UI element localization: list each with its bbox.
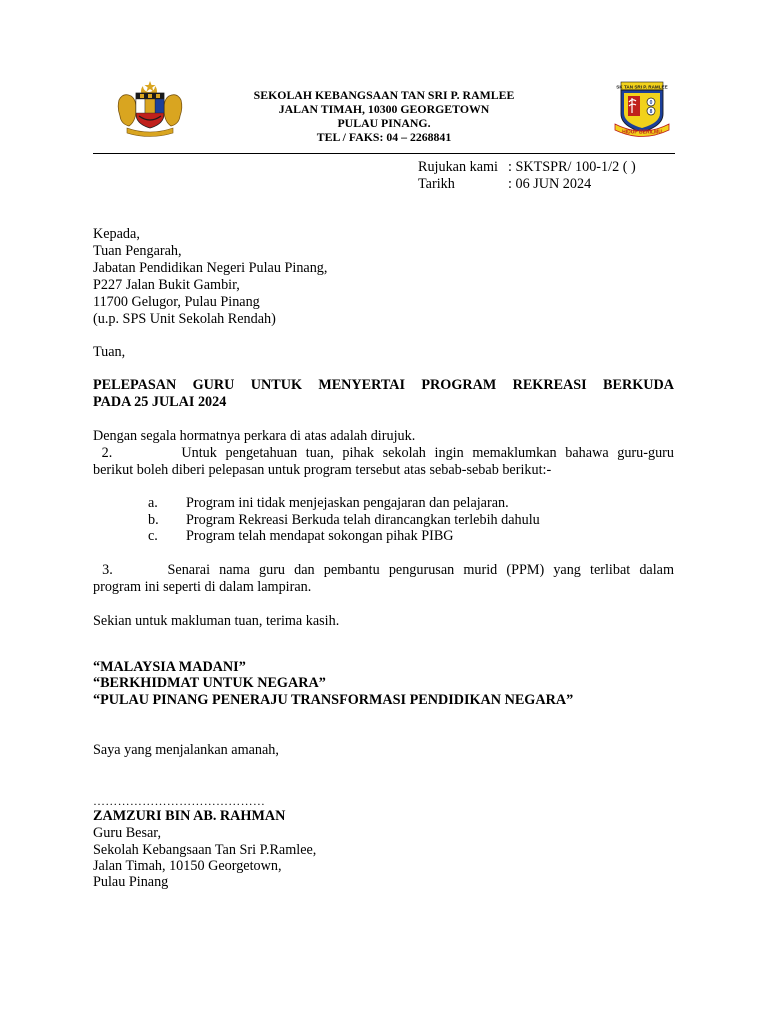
reference-label: Rujukan kami xyxy=(418,159,498,175)
svg-text:8: 8 xyxy=(649,109,653,116)
paragraph-3-line-2: program ini seperti di dalam lampiran. xyxy=(93,579,312,595)
paragraph-2-line-1: 2. Untuk pengetahuan tuan, pihak sekolah ingin memaklumkan bahawa guru-guru xyxy=(93,445,674,461)
signatory-title: Guru Besar, xyxy=(93,825,161,841)
recipient-line-3: P227 Jalan Bukit Gambir, xyxy=(93,277,240,293)
recipient-line-1: Tuan Pengarah, xyxy=(93,243,182,259)
subject-line-2: PADA 25 JULAI 2024 xyxy=(93,394,227,410)
recipient-line-4: 11700 Gelugor, Pulau Pinang xyxy=(93,294,260,310)
paragraph-3-line-1: 3. Senarai nama guru dan pembantu pengurusan murid (PPM) yang terlibat dalam xyxy=(93,562,674,578)
school-name: SEKOLAH KEBANGSAAN TAN SRI P. RAMLEE xyxy=(253,88,515,102)
paragraph-2-line-2: berikut boleh diberi pelepasan untuk program tersebut atas sebab-sebab berikut:- xyxy=(93,462,552,478)
slogan-1: “MALAYSIA MADANI” xyxy=(93,659,246,675)
recipient-to: Kepada, xyxy=(93,226,140,242)
salutation: Tuan, xyxy=(93,344,126,360)
recipient-line-5: (u.p. SPS Unit Sekolah Rendah) xyxy=(93,311,276,327)
school-address-line-2: PULAU PINANG. xyxy=(337,116,431,130)
list-item-marker: a. xyxy=(148,495,158,511)
slogan-3: “PULAU PINANG PENERAJU TRANSFORMASI PENDIDIKAN NEGARA” xyxy=(93,692,574,708)
recipient-line-2: Jabatan Pendidikan Negeri Pulau Pinang, xyxy=(93,260,328,276)
reference-value: : SKTSPR/ 100-1/2 ( ) xyxy=(508,159,636,175)
signoff-intro: Saya yang menjalankan amanah, xyxy=(93,742,279,758)
slogan-2: “BERKHIDMAT UNTUK NEGARA” xyxy=(93,675,326,691)
list-item-text: Program telah mendapat sokongan pihak PIBG xyxy=(186,528,454,544)
signatory-address-1: Sekolah Kebangsaan Tan Sri P.Ramlee, xyxy=(93,842,317,858)
svg-text:0: 0 xyxy=(649,100,653,107)
signatory-address-2: Jalan Timah, 10150 Georgetown, xyxy=(93,858,282,874)
signature-line: …………………………………… xyxy=(93,794,266,808)
school-badge-logo xyxy=(613,80,671,140)
list-item-marker: c. xyxy=(148,528,158,544)
date-value: : 06 JUN 2024 xyxy=(508,176,592,192)
badge-top-text: SK TAN SRI P. RAMLEE xyxy=(616,84,668,90)
subject-line-1: PELEPASAN GURU UNTUK MENYERTAI PROGRAM REKREASI BERKUDA xyxy=(93,377,674,393)
badge-bottom-text: HIDUP BERILMU xyxy=(622,129,662,136)
school-contact: TEL / FAKS: 04 – 2268841 xyxy=(316,130,452,144)
letterhead-divider xyxy=(93,153,675,154)
list-item-text: Program ini tidak menjejaskan pengajaran dan pelajaran. xyxy=(186,495,509,511)
paragraph-1: Dengan segala hormatnya perkara di atas adalah dirujuk. xyxy=(93,428,416,444)
date-label: Tarikh xyxy=(418,176,455,192)
signatory-name: ZAMZURI BIN AB. RAHMAN xyxy=(93,808,286,824)
list-item-marker: b. xyxy=(148,512,159,528)
closing-line: Sekian untuk makluman tuan, terima kasih. xyxy=(93,613,340,629)
school-address-line-1: JALAN TIMAH, 10300 GEORGETOWN xyxy=(278,102,490,116)
signatory-address-3: Pulau Pinang xyxy=(93,874,169,890)
list-item-text: Program Rekreasi Berkuda telah dirancangkan terlebih dahulu xyxy=(186,512,540,528)
